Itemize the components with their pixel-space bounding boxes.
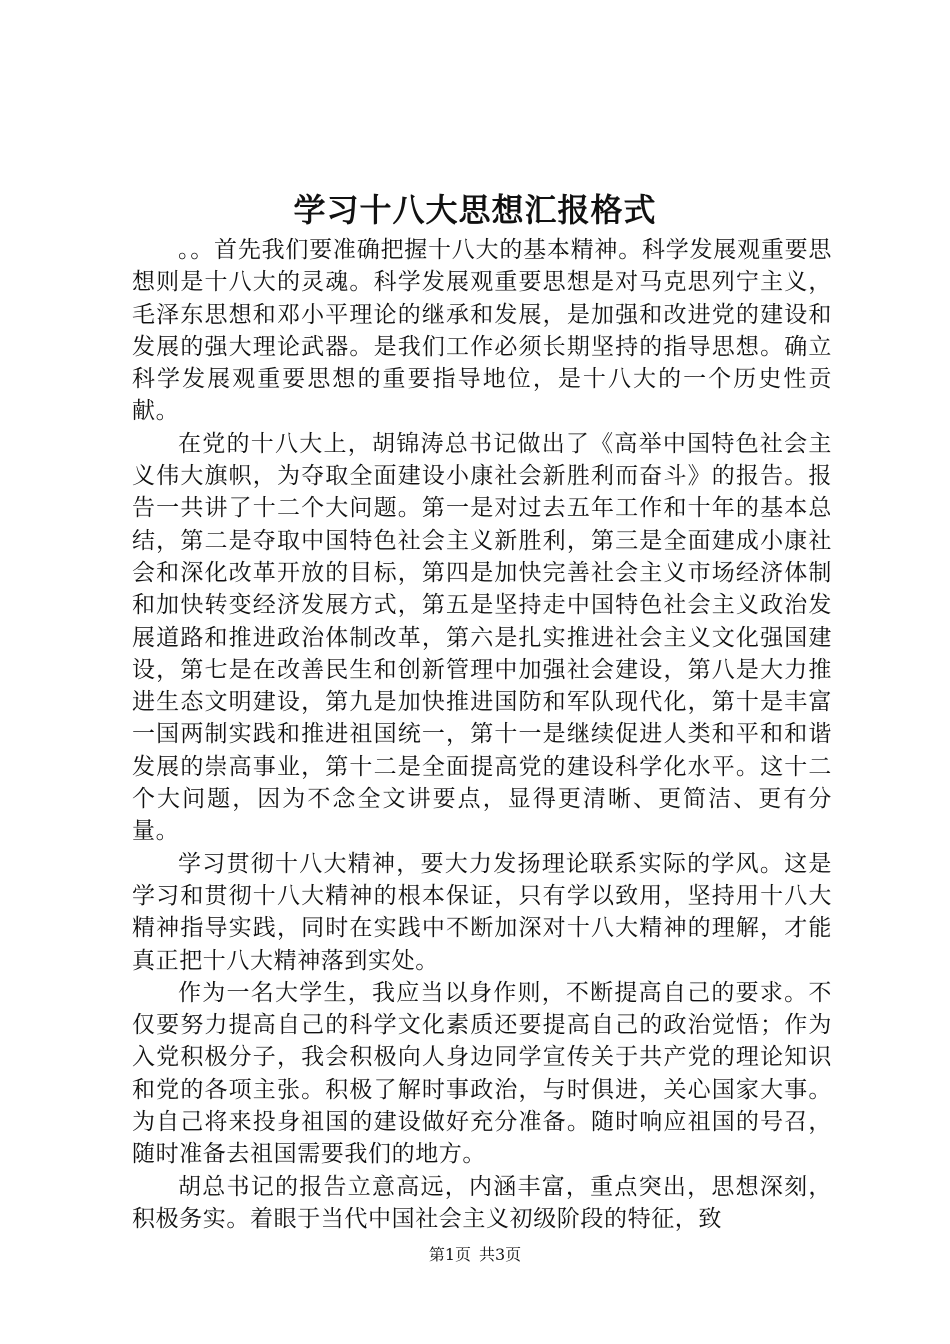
paragraph: 学习贯彻十八大精神，要大力发扬理论联系实际的学风。这是学习和贯彻十八大精神的根本保证，只有学以致用，坚持用十八大精神指导实践，同时在实践中不断加深对十八大精神的理解，才能真正把十八大精神落到实处。 bbox=[132, 850, 832, 974]
document-title: 学习十八大思想汇报格式 bbox=[293, 191, 657, 229]
page-number: 第1页 bbox=[428, 1245, 471, 1264]
paragraph: 。。首先我们要准确把握十八大的基本精神。科学发展观重要思想则是十八大的灵魂。科学发展观重要思想是对马克思列宁主义，毛泽东思想和邓小平理论的继承和发展，是加强和改进党的建设和发展的强大理论武器。是我们工作必须长期坚持的指导思想。确立科学发展观重要思想的重要指导地位，是十八大的一个历史性贡献。 bbox=[132, 237, 832, 425]
paragraph: 作为一名大学生，我应当以身作则，不断提高自己的要求。不仅要努力提高自己的科学文化素质还要提高自己的政治觉悟；作为入党积极分子，我会积极向人身边同学宣传关于共产党的理论知识和党的各项主张。积极了解时事政治，与时俱进，关心国家大事。为自己将来投身祖国的建设做好充分准备。随时响应祖国的号召，随时准备去祖国需要我们的地方。 bbox=[132, 979, 832, 1168]
page-total: 共3页 bbox=[479, 1245, 522, 1264]
paragraph: 胡总书记的报告立意高远，内涵丰富，重点突出，思想深刻，积极务实。着眼于当代中国社会主义初级阶段的特征，致 bbox=[132, 1173, 832, 1232]
page-footer bbox=[0, 1244, 950, 1266]
paragraph: 在党的十八大上，胡锦涛总书记做出了《高举中国特色社会主义伟大旗帜，为夺取全面建设小康社会新胜利而奋斗》的报告。报告一共讲了十二个大问题。第一是对过去五年工作和十年的基本总结，第二是夺取中国特色社会主义新胜利，第三是全面建成小康社会和深化改革开放的目标，第四是加快完善社会主义市场经济体制和加快转变经济发展方式，第五是坚持走中国特色社会主义政治发展道路和推进政治体制改革，第六是扎实推进社会主义文化强国建设，第七是在改善民生和创新管理中加强社会建设，第八是大力推进生态文明建设，第九是加快推进国防和军队现代化，第十是丰富一国两制实践和推进祖国统一，第十一是继续促进人类和平和和谐发展的崇高事业，第十二是全面提高党的建设科学化水平。这十二个大问题，因为不念全文讲要点，显得更清晰、更简洁、更有分量。 bbox=[132, 430, 832, 845]
document-body bbox=[132, 234, 832, 1235]
